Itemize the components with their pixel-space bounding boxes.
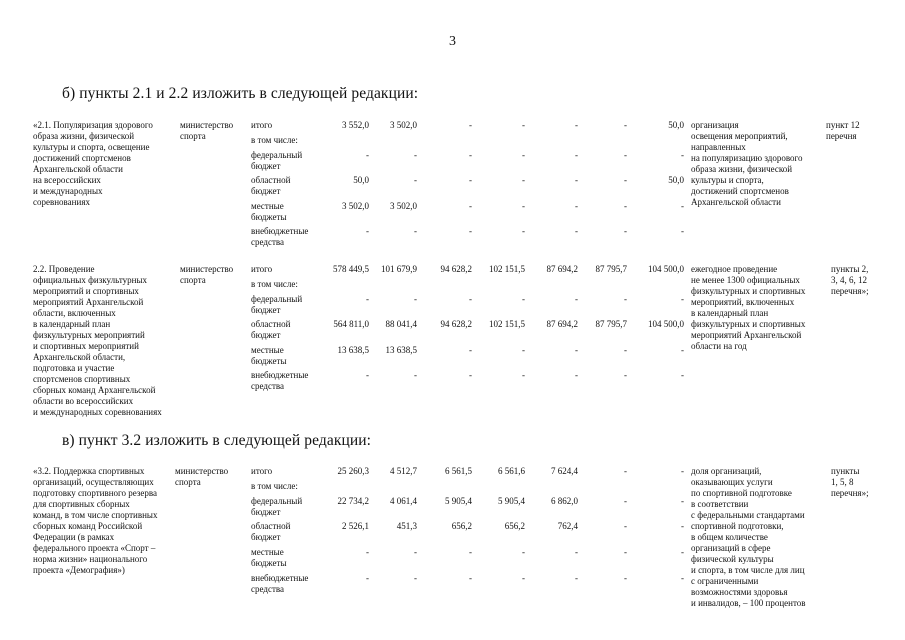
funding-source: местные бюджеты bbox=[251, 345, 287, 366]
funding-value: - bbox=[575, 226, 578, 236]
funding-value: - bbox=[681, 466, 684, 476]
funding-value: - bbox=[469, 345, 472, 355]
funding-value: - bbox=[469, 150, 472, 160]
funding-value: - bbox=[575, 547, 578, 557]
funding-value: 87 694,2 bbox=[546, 264, 578, 274]
funding-source: внебюджетные средства bbox=[251, 573, 309, 594]
funding-value: - bbox=[624, 226, 627, 236]
funding-value: - bbox=[469, 201, 472, 211]
funding-value: 50,0 bbox=[668, 120, 684, 130]
funding-source: областной бюджет bbox=[251, 521, 291, 542]
funding-value: - bbox=[681, 345, 684, 355]
row-result: доля организаций, оказывающих услуги по спортивной подготовке в соответствии с федеральными стандартами спортивной подготовки, в общем количестве организаций в сфере физической культуры и спорта, в том числе для лиц с ограниченными возможностями здоровья и инвалидов, – 100 процентов bbox=[691, 466, 806, 608]
funding-value: 104 500,0 bbox=[648, 319, 684, 329]
funding-value: 87 795,7 bbox=[595, 319, 627, 329]
funding-value: - bbox=[681, 573, 684, 583]
funding-value: 5 905,4 bbox=[445, 496, 472, 506]
row-reference: пункты 2, 3, 4, 6, 12 перечня»; bbox=[831, 264, 869, 296]
funding-value: - bbox=[575, 294, 578, 304]
funding-value: - bbox=[522, 226, 525, 236]
funding-value: - bbox=[624, 294, 627, 304]
funding-value: 4 061,4 bbox=[390, 496, 417, 506]
funding-source: в том числе: bbox=[251, 279, 298, 289]
funding-source: итого bbox=[251, 466, 273, 476]
funding-value: 13 638,5 bbox=[337, 345, 369, 355]
funding-value: 50,0 bbox=[353, 175, 369, 185]
funding-value: - bbox=[414, 370, 417, 380]
funding-value: 88 041,4 bbox=[385, 319, 417, 329]
funding-value: - bbox=[575, 175, 578, 185]
funding-value: - bbox=[522, 150, 525, 160]
section-heading-b: б) пункты 2.1 и 2.2 изложить в следующей редакции: bbox=[62, 85, 419, 102]
funding-value: 6 561,5 bbox=[445, 466, 472, 476]
funding-value: - bbox=[469, 370, 472, 380]
funding-value: - bbox=[522, 573, 525, 583]
funding-value: 656,2 bbox=[504, 521, 525, 531]
funding-value: 5 905,4 bbox=[498, 496, 525, 506]
funding-value: 22 734,2 bbox=[337, 496, 369, 506]
funding-source: областной бюджет bbox=[251, 175, 291, 196]
funding-value: - bbox=[681, 294, 684, 304]
funding-value: 3 502,0 bbox=[342, 201, 369, 211]
funding-value: - bbox=[681, 521, 684, 531]
funding-value: - bbox=[414, 547, 417, 557]
funding-value: - bbox=[624, 150, 627, 160]
funding-value: - bbox=[469, 120, 472, 130]
funding-source: итого bbox=[251, 264, 273, 274]
row-result: организация освещения мероприятий, направленных на популяризацию здорового образа жизни, физической культуры и спорта, достижений спортсменов Архангельской области bbox=[691, 120, 803, 207]
funding-value: 4 512,7 bbox=[390, 466, 417, 476]
funding-value: - bbox=[624, 496, 627, 506]
funding-value: - bbox=[624, 175, 627, 185]
funding-value: 578 449,5 bbox=[333, 264, 369, 274]
funding-value: - bbox=[469, 226, 472, 236]
row-organization: министерство спорта bbox=[175, 466, 229, 487]
funding-value: 6 561,6 bbox=[498, 466, 525, 476]
funding-value: - bbox=[366, 150, 369, 160]
funding-value: - bbox=[414, 294, 417, 304]
funding-source: итого bbox=[251, 120, 273, 130]
funding-value: - bbox=[575, 120, 578, 130]
funding-source: областной бюджет bbox=[251, 319, 291, 340]
funding-value: - bbox=[469, 547, 472, 557]
funding-value: 25 260,3 bbox=[337, 466, 369, 476]
funding-value: - bbox=[522, 201, 525, 211]
funding-value: 87 795,7 bbox=[595, 264, 627, 274]
row-description: «2.1. Популяризация здорового образа жизни, физической культуры и спорта, освещение достижений спортсменов Архангельской области на всероссийских и международных соревнованиях bbox=[33, 120, 153, 207]
section-heading-v: в) пункт 3.2 изложить в следующей редакции: bbox=[62, 432, 372, 449]
funding-value: - bbox=[366, 547, 369, 557]
funding-value: - bbox=[575, 150, 578, 160]
funding-value: - bbox=[522, 175, 525, 185]
funding-value: 102 151,5 bbox=[489, 264, 525, 274]
funding-source: федеральный бюджет bbox=[251, 294, 303, 315]
funding-value: 87 694,2 bbox=[546, 319, 578, 329]
funding-value: 3 502,0 bbox=[390, 120, 417, 130]
row-organization: министерство спорта bbox=[180, 264, 234, 285]
funding-value: - bbox=[575, 345, 578, 355]
funding-value: - bbox=[366, 294, 369, 304]
funding-value: 656,2 bbox=[451, 521, 472, 531]
funding-source: внебюджетные средства bbox=[251, 226, 309, 247]
funding-value: - bbox=[624, 547, 627, 557]
funding-value: - bbox=[624, 201, 627, 211]
funding-value: 451,3 bbox=[396, 521, 417, 531]
funding-value: - bbox=[414, 226, 417, 236]
funding-value: 564 811,0 bbox=[333, 319, 369, 329]
funding-source: федеральный бюджет bbox=[251, 150, 303, 171]
funding-value: - bbox=[624, 345, 627, 355]
funding-value: - bbox=[624, 120, 627, 130]
row-reference: пункты 1, 5, 8 перечня»; bbox=[831, 466, 869, 498]
funding-value: 6 862,0 bbox=[551, 496, 578, 506]
row-description: «3.2. Поддержка спортивных организаций, осуществляющих подготовку спортивного резерва для спортивных сборных команд, в том числе спортивных сборных команд Российской Федерации (в рамках федерального проекта «Спорт – норма жизни» национального проекта «Демография») bbox=[33, 466, 158, 575]
row-organization: министерство спорта bbox=[180, 120, 234, 141]
funding-value: - bbox=[624, 573, 627, 583]
funding-value: - bbox=[681, 201, 684, 211]
funding-value: 2 526,1 bbox=[342, 521, 369, 531]
funding-value: 3 502,0 bbox=[390, 201, 417, 211]
funding-value: - bbox=[522, 120, 525, 130]
funding-value: - bbox=[522, 370, 525, 380]
funding-value: 7 624,4 bbox=[551, 466, 578, 476]
funding-value: 102 151,5 bbox=[489, 319, 525, 329]
row-description: 2.2. Проведение официальных физкультурных мероприятий и спортивных мероприятий Архангельской области, включенных в календарный план физкультурных мероприятий и спортивных мероприятий Архангельской области, подготовка и участие спортсменов спортивных сборных команд Архангельской области во всероссийских и международных соревнованиях bbox=[33, 264, 162, 417]
funding-source: в том числе: bbox=[251, 481, 298, 491]
funding-value: 762,4 bbox=[557, 521, 578, 531]
funding-source: внебюджетные средства bbox=[251, 370, 309, 391]
funding-value: - bbox=[681, 150, 684, 160]
funding-value: - bbox=[681, 226, 684, 236]
funding-source: местные бюджеты bbox=[251, 547, 287, 568]
funding-value: - bbox=[522, 547, 525, 557]
funding-value: - bbox=[681, 370, 684, 380]
row-result: ежегодное проведение не менее 1300 официальных физкультурных и спортивных мероприятий, включенных в календарный план физкультурных и спортивных мероприятий Архангельской области на год bbox=[691, 264, 806, 351]
funding-value: - bbox=[624, 370, 627, 380]
page-number: 3 bbox=[449, 34, 456, 49]
funding-source: федеральный бюджет bbox=[251, 496, 303, 517]
funding-value: - bbox=[575, 370, 578, 380]
row-reference: пункт 12 перечня bbox=[826, 120, 860, 141]
funding-value: - bbox=[575, 573, 578, 583]
funding-value: - bbox=[681, 496, 684, 506]
funding-value: - bbox=[575, 201, 578, 211]
funding-value: - bbox=[366, 370, 369, 380]
funding-source: местные бюджеты bbox=[251, 201, 287, 222]
funding-value: - bbox=[624, 521, 627, 531]
funding-source: в том числе: bbox=[251, 135, 298, 145]
funding-value: - bbox=[681, 547, 684, 557]
funding-value: - bbox=[624, 466, 627, 476]
funding-value: 50,0 bbox=[668, 175, 684, 185]
funding-value: 13 638,5 bbox=[385, 345, 417, 355]
funding-value: - bbox=[414, 175, 417, 185]
funding-value: 104 500,0 bbox=[648, 264, 684, 274]
funding-value: 94 628,2 bbox=[440, 264, 472, 274]
funding-value: - bbox=[366, 573, 369, 583]
funding-value: - bbox=[469, 175, 472, 185]
funding-value: - bbox=[414, 150, 417, 160]
funding-value: - bbox=[469, 294, 472, 304]
funding-value: - bbox=[414, 573, 417, 583]
funding-value: - bbox=[522, 294, 525, 304]
funding-value: - bbox=[366, 226, 369, 236]
funding-value: - bbox=[469, 573, 472, 583]
funding-value: - bbox=[522, 345, 525, 355]
funding-value: 101 679,9 bbox=[381, 264, 417, 274]
funding-value: 94 628,2 bbox=[440, 319, 472, 329]
funding-value: 3 552,0 bbox=[342, 120, 369, 130]
